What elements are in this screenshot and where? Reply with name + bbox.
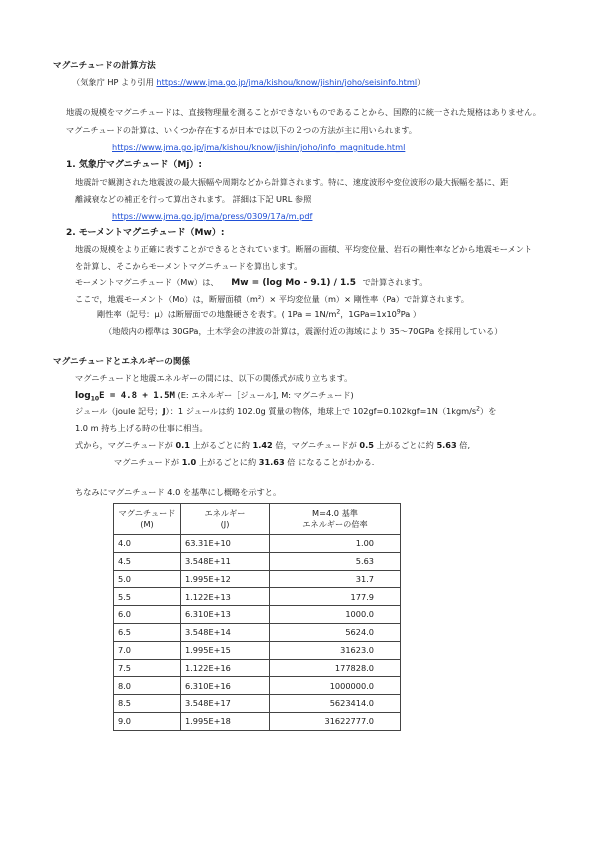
source-line [72, 78, 425, 88]
cell-magnitude: 7.5 [114, 659, 181, 677]
table-row [114, 535, 401, 553]
mj-line-2: 離減衰などの補正を行って算出されます。 詳細は下記 URL 参照 [75, 194, 312, 204]
table-row [114, 659, 401, 677]
cell-magnitude: 5.0 [114, 570, 181, 588]
table-row [114, 712, 401, 730]
mj-line-1: 地震計で観測された地震波の最大振幅や周期などから計算されます。特に、速度波形や変位波形の最大振幅を基に、距 [75, 177, 509, 187]
section-title-calculation: マグニチュードの計算方法 [53, 61, 156, 71]
r2-b: 1.0 [181, 457, 197, 467]
table-intro: ちなみにマグニチュード 4.0 を基準にし概略を示すと。 [75, 487, 282, 497]
joule-line-2: 1.0 m 持ち上げる時の仕事に相当。 [75, 423, 208, 433]
r1-d: 1.42 [252, 440, 273, 450]
cell-ratio: 1000000.0 [270, 677, 401, 695]
formula-body: E = 4.8 + 1.5M [99, 391, 175, 401]
mw-formula-suffix: で計算されます。 [362, 277, 428, 287]
table-row [114, 570, 401, 588]
formula-note: (E: エネルギー［ジュール], M: マグニチュード) [177, 390, 354, 400]
joule-c: ）：1 ジュールは約 102.0g 質量の物体，地球上で 102gf=0.102kgf=1N（1kgm/s [165, 406, 477, 416]
cell-magnitude: 7.0 [114, 641, 181, 659]
cell-energy: 1.122E+13 [181, 588, 270, 606]
cell-ratio: 5.63 [270, 552, 401, 570]
cell-ratio: 31623.0 [270, 641, 401, 659]
mw-line-6: （地殻内の標準は 30GPa，土木学会の津波の計算は，震源付近の海域により 35〜70GPa を採用している） [104, 326, 503, 336]
rigidity-b: ，1GPa=1x10 [340, 309, 397, 319]
section-title-energy: マグニチュードとエネルギーの関係 [53, 357, 191, 367]
mw-line-4: ここで，地震モーメント（Mo）は，断層面積（m²）× 平均変位量（m）× 剛性率（Pa）で計算されます。 [75, 294, 469, 304]
table-header-row [114, 504, 401, 535]
mw-title: 2. モーメントマグニチュード（Mw）: [66, 228, 225, 238]
table-row [114, 588, 401, 606]
r1-h: 5.63 [436, 440, 457, 450]
table-row [114, 677, 401, 695]
mw-line-5 [97, 310, 421, 320]
cell-energy: 3.548E+11 [181, 552, 270, 570]
source-prefix: （気象庁 HP より引用 [72, 77, 154, 87]
r2-c: 上がるごとに約 [198, 457, 257, 467]
magnitude-energy-table [113, 503, 401, 731]
cell-magnitude: 5.5 [114, 588, 181, 606]
r1-e: 倍，マグニチュードが [275, 440, 357, 450]
rigidity-a: 剛性率（記号：μ）は断層面での地盤硬さを表す。( 1Pa = 1N/m [97, 309, 337, 319]
cell-ratio: 31622777.0 [270, 712, 401, 730]
source-link[interactable]: https://www.jma.go.jp/jma/kishou/know/jishin/joho/seisinfo.html [156, 77, 418, 87]
cell-magnitude: 4.0 [114, 535, 181, 553]
table-row [114, 695, 401, 713]
joule-d: ）を [480, 406, 497, 416]
cell-energy: 1.995E+12 [181, 570, 270, 588]
table-row [114, 623, 401, 641]
cell-magnitude: 6.5 [114, 623, 181, 641]
cell-energy: 3.548E+17 [181, 695, 270, 713]
cell-magnitude: 8.5 [114, 695, 181, 713]
cell-energy: 3.548E+14 [181, 623, 270, 641]
r1-f: 0.5 [359, 440, 374, 450]
magnitude-info-link[interactable]: https://www.jma.go.jp/jma/kishou/know/jishin/joho/info_magnitude.html [112, 142, 406, 152]
joule-a: ジュール（joule 記号； [75, 406, 163, 416]
r1-a: 式から，マグニチュードが [75, 440, 173, 450]
table-row [114, 552, 401, 570]
formula-sub: 10 [90, 395, 100, 403]
cell-energy: 6.310E+16 [181, 677, 270, 695]
r2-a: マグニチュードが [114, 457, 180, 467]
mw-formula: Mw = (log Mo - 9.1) / 1.5 [231, 278, 356, 288]
cell-magnitude: 9.0 [114, 712, 181, 730]
mw-line-1: 地震の規模をより正確に表すことができるとされています。断層の面積、平均変位量、岩石の剛性率などから地震モーメント [75, 244, 533, 254]
r1-i: 倍, [459, 440, 471, 450]
r2-d: 31.63 [258, 457, 285, 467]
r1-b: 0.1 [175, 440, 190, 450]
formula-log: log [75, 391, 91, 401]
joule-sup: 2 [476, 405, 480, 413]
table-row [114, 641, 401, 659]
ratio-line-2 [114, 458, 374, 468]
cell-ratio: 177828.0 [270, 659, 401, 677]
cell-energy: 1.995E+15 [181, 641, 270, 659]
rigidity-c: Pa ） [400, 309, 422, 319]
rigidity-sup2: 9 [396, 308, 401, 316]
cell-energy: 63.31E+10 [181, 535, 270, 553]
mw-line-2: を計算し、そこからモーメントマグニチュードを算出します。 [75, 261, 303, 271]
intro-paragraph-1: 地震の規模をマグニチュードは、直接物理量を測ることができないものであることから、国際的に統一された規格はありません。 [66, 107, 541, 117]
header-ratio: M=4.0 基準 エネルギーの倍率 [270, 504, 401, 535]
mj-title: 1. 気象庁マグニチュード（Mj）: [66, 160, 203, 170]
cell-magnitude: 4.5 [114, 552, 181, 570]
header-magnitude: マグニチュード (M) [114, 504, 181, 535]
joule-b: J [162, 406, 166, 416]
rigidity-sup: 2 [336, 308, 341, 316]
cell-energy: 1.122E+16 [181, 659, 270, 677]
cell-energy: 6.310E+13 [181, 606, 270, 624]
intro-paragraph-2: マグニチュードの計算は、いくつか存在するが日本では以下の２つの方法が主に用いられます。 [66, 125, 417, 135]
cell-ratio: 177.9 [270, 588, 401, 606]
energy-intro: マグニチュードと地震エネルギーの間には、以下の関係式が成り立ちます。 [75, 373, 353, 383]
r1-g: 上がるごとに約 [376, 440, 434, 450]
r2-e: 倍 になることがわかる. [287, 457, 375, 467]
joule-line-1 [75, 407, 496, 417]
cell-ratio: 5623414.0 [270, 695, 401, 713]
cell-energy: 1.995E+18 [181, 712, 270, 730]
source-suffix: ） [417, 77, 426, 87]
cell-ratio: 1000.0 [270, 606, 401, 624]
cell-ratio: 5624.0 [270, 623, 401, 641]
ratio-line-1 [75, 441, 470, 451]
r1-c: 上がるごとに約 [192, 440, 250, 450]
table-row [114, 606, 401, 624]
cell-magnitude: 8.0 [114, 677, 181, 695]
mw-formula-prefix: モーメントマグニチュード（Mw）は、 [75, 277, 219, 287]
cell-ratio: 31.7 [270, 570, 401, 588]
cell-ratio: 1.00 [270, 535, 401, 553]
energy-formula-line [75, 391, 354, 402]
mw-formula-line [75, 278, 427, 289]
mj-pdf-link[interactable]: https://www.jma.go.jp/jma/press/0309/17a/m.pdf [112, 211, 313, 221]
header-energy: エネルギー (J) [181, 504, 270, 535]
cell-magnitude: 6.0 [114, 606, 181, 624]
